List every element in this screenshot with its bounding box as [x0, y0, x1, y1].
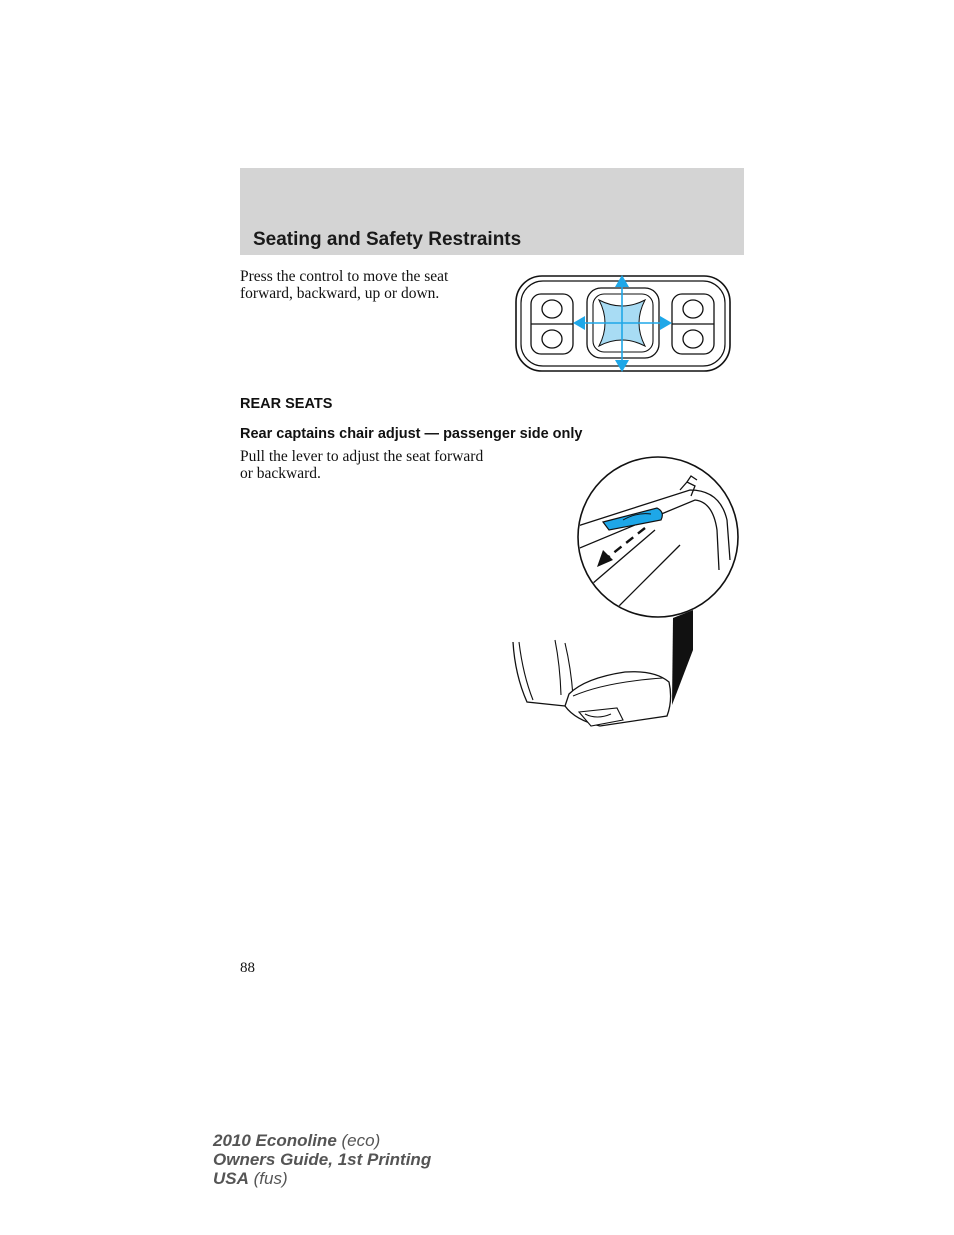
seat-control-instructions: Press the control to move the seat forward, backward, up or down.: [240, 268, 449, 302]
footer-model-code: (eco): [341, 1131, 381, 1150]
footer-model: 2010 Econoline: [213, 1131, 337, 1150]
footer-edition: Owners Guide, 1st Printing: [213, 1150, 432, 1169]
rear-seat-lever-illustration: [505, 450, 750, 740]
rear-seats-heading: REAR SEATS: [240, 396, 333, 412]
footer-line-1: [213, 1131, 431, 1150]
power-seat-control-illustration: [510, 270, 740, 380]
section-title: Seating and Safety Restraints: [253, 229, 522, 250]
footer-line-2: [213, 1150, 431, 1169]
footer-line-3: [213, 1169, 431, 1188]
section-header-band: [240, 168, 744, 255]
rear-captains-instructions: Pull the lever to adjust the seat forward or backward.: [240, 448, 484, 482]
rear-captains-chair-heading: Rear captains chair adjust — passenger side only: [240, 426, 583, 442]
page-number: 88: [240, 960, 255, 976]
footer-market: USA: [213, 1169, 249, 1188]
footer-market-code: (fus): [253, 1169, 288, 1188]
document-footer: [213, 1131, 431, 1188]
